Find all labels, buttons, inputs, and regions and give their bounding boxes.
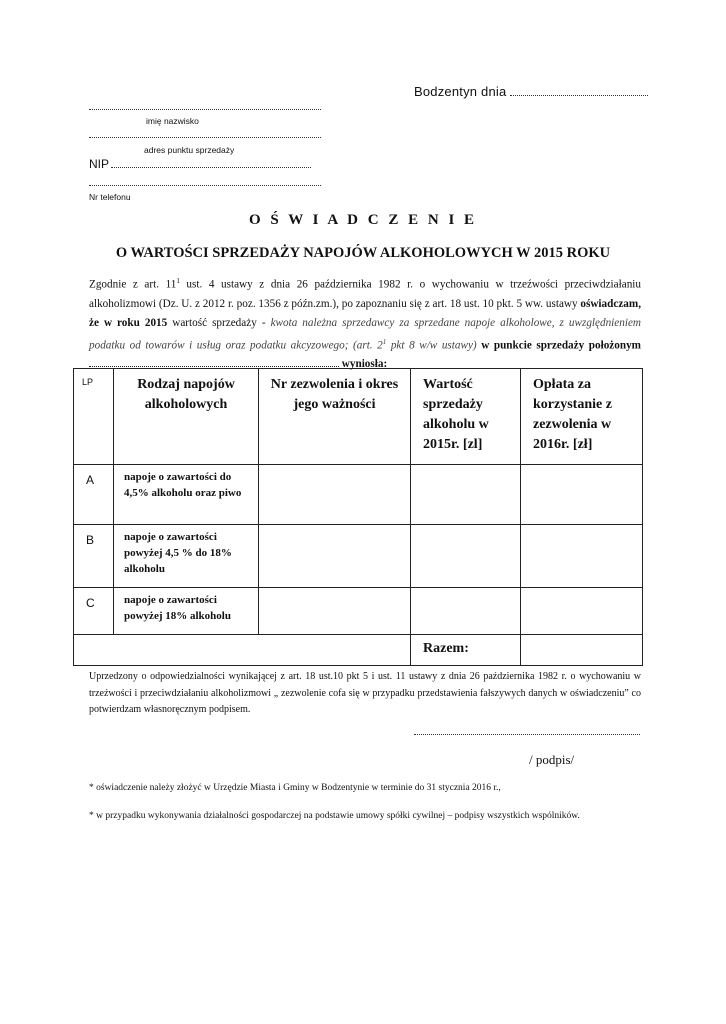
phone-caption: Nr telefonu xyxy=(89,192,131,202)
row-a-desc: napoje o zawartości do 4,5% alkoholu oraz piwo xyxy=(114,465,259,525)
table-row xyxy=(74,588,643,635)
row-b-lp: B xyxy=(74,525,114,588)
footnote-2: * w przypadku wykonywania działalności gospodarczej na podstawie umowy spółki cywilnej – podpisy wszystkich wspólników. xyxy=(89,811,580,821)
body-bold-2: w punkcie sprzedaży położonym xyxy=(476,339,641,352)
location-input-line[interactable] xyxy=(89,357,339,367)
row-c-permit-cell[interactable] xyxy=(259,588,411,635)
nip-label: NIP xyxy=(89,157,110,171)
row-b-value-cell[interactable] xyxy=(411,525,521,588)
header-lp: LP xyxy=(74,369,114,465)
row-c-lp: C xyxy=(74,588,114,635)
sales-declaration-table xyxy=(73,368,643,666)
total-empty-cell xyxy=(74,635,411,666)
row-c-desc: napoje o zawartości powyżej 18% alkoholu xyxy=(114,588,259,635)
header-permit: Nr zezwolenia i okres jego ważności xyxy=(259,369,411,465)
place-date-label: Bodzentyn dnia xyxy=(414,84,507,99)
liability-note: Uprzedzony o odpowiedzialności wynikającej z art. 18 ust.10 pkt 5 i ust. 11 ustawy z dnia 26 października 1982 r. o wychowaniu w trzeźwości i przeciwdziałaniu alkoholizmowi „ zezwolenie cofa się w przypadku przedstawienia fałszywych danych w oświadczeniu” co potwierdzam własnoręcznym podpisem. xyxy=(89,671,641,715)
body-italic-sup: 1 xyxy=(382,337,387,346)
address-caption: adres punktu sprzedaży xyxy=(144,145,235,155)
row-c-fee-cell[interactable] xyxy=(521,588,643,635)
row-a-lp: A xyxy=(74,465,114,525)
row-c-value-cell[interactable] xyxy=(411,588,521,635)
body-text-2: ust. 4 ustawy z dnia 26 października 1982 r. o wychowaniu w trzeźwości przeciwdziałaniu alkoholizmowi (Dz. U. z 2012 r. poz. 1356 z późn.zm.), po zapoznaniu się z art. 18 ust. 10 pkt. 5 ww. ustawy xyxy=(89,278,641,310)
document-subtitle: O WARTOŚCI SPRZEDAŻY NAPOJÓW ALKOHOLOWYCH W 2015 ROKU xyxy=(115,245,611,261)
declaration-paragraph xyxy=(89,272,641,374)
header-value: Wartość sprzedaży alkoholu w 2015r. [zl] xyxy=(411,369,521,465)
table-row xyxy=(74,465,643,525)
nip-field xyxy=(89,157,311,171)
body-text-1: Zgodnie z art. 11 xyxy=(89,278,177,291)
footnote-1: * oświadczenie należy złożyć w Urzędzie Miasta i Gminy w Bodzentynie w terminie do 31 stycznia 2016 r., xyxy=(89,783,501,793)
body-italic-1: kwota należna sprzedawcy za sprzedane napoje alkoholowe, z uwzględnieniem podatku od towarów i usług oraz podatku akcyzowego; (art. 2 xyxy=(89,316,642,352)
header-fee: Opłata za korzystanie z zezwolenia w 2016r. [zł] xyxy=(521,369,643,465)
total-fee-cell[interactable] xyxy=(521,635,643,666)
row-a-permit-cell[interactable] xyxy=(259,465,411,525)
row-b-permit-cell[interactable] xyxy=(259,525,411,588)
signature-input-line[interactable] xyxy=(414,734,640,735)
table-total-row xyxy=(74,635,643,666)
name-input-line[interactable] xyxy=(89,109,321,110)
row-a-fee-cell[interactable] xyxy=(521,465,643,525)
date-input-line[interactable] xyxy=(510,85,648,96)
document-title: O Ś W I A D C Z E N I E xyxy=(248,212,478,228)
body-text-3: wartość sprzedaży - xyxy=(167,316,271,329)
body-italic-2: pkt 8 w/w ustawy) xyxy=(386,339,477,352)
table-header-row xyxy=(74,369,643,465)
signature-label: / podpis/ xyxy=(529,752,575,767)
row-b-fee-cell[interactable] xyxy=(521,525,643,588)
total-label: Razem: xyxy=(411,635,521,666)
body-bold-3: wyniosła: xyxy=(339,358,388,371)
row-a-value-cell[interactable] xyxy=(411,465,521,525)
header-type: Rodzaj napojów alkoholowych xyxy=(114,369,259,465)
body-sup-1: 1 xyxy=(176,277,180,285)
nip-input-line[interactable] xyxy=(111,158,311,168)
name-caption: imię nazwisko xyxy=(146,116,199,126)
table-row xyxy=(74,525,643,588)
body-bold-1: oświadczam, że w roku 2015 xyxy=(89,297,641,329)
row-b-desc: napoje o zawartości powyżej 4,5 % do 18% alkoholu xyxy=(114,525,259,588)
address-input-line[interactable] xyxy=(89,137,321,138)
phone-input-line[interactable] xyxy=(89,185,321,186)
place-date-line xyxy=(414,84,648,99)
